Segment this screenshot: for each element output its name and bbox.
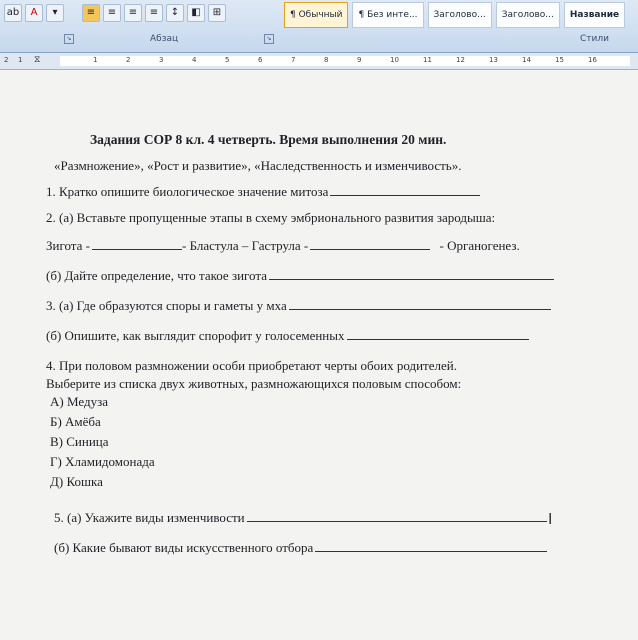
answer-line [330, 194, 480, 196]
ruler-number: 5 [225, 56, 230, 64]
ruler-number: 10 [390, 56, 399, 64]
style-heading-2[interactable]: Заголово... [496, 2, 560, 28]
ruler-number: 6 [258, 56, 263, 64]
answer-line [289, 308, 551, 310]
chevron-down-icon[interactable]: ▾ [46, 4, 64, 22]
answer-line [315, 550, 547, 552]
option-a: А) Медуза [50, 394, 108, 409]
style-heading-1[interactable]: Заголово... [428, 2, 492, 28]
answer-line [269, 278, 554, 280]
horizontal-ruler[interactable] [0, 53, 638, 70]
ruler-number: 16 [588, 56, 597, 64]
highlight-color-icon[interactable]: ab [4, 4, 22, 22]
document-page[interactable] [0, 70, 638, 640]
justify-icon[interactable]: ≡ [145, 4, 163, 22]
ruler-number: 3 [159, 56, 164, 64]
style-no-spacing[interactable]: ¶ Без инте... [352, 2, 423, 28]
question-2b [46, 268, 554, 284]
align-center-icon[interactable]: ≡ [103, 4, 121, 22]
align-right-icon[interactable]: ≡ [124, 4, 142, 22]
question-5a-text: 5. (а) Укажите виды изменчивости [54, 510, 245, 525]
paragraph-group-label: Абзац [150, 34, 179, 44]
font-color-icon[interactable]: A [25, 4, 43, 22]
question-5b [54, 540, 547, 556]
ruler-track [60, 56, 630, 66]
question-3b [46, 328, 529, 344]
ruler-number: 7 [291, 56, 296, 64]
page-title: Задания СОР 8 кл. 4 четверть. Время выполнения 20 мин. [90, 132, 447, 147]
align-left-icon[interactable]: ≡ [82, 4, 100, 22]
topics-line: «Размножение», «Рост и развитие», «Наследственность и изменчивость». [54, 158, 462, 173]
option-c: В) Синица [50, 434, 109, 449]
question-1-text: 1. Кратко опишите биологическое значение митоза [46, 184, 329, 199]
ruler-number: 1 [18, 56, 23, 64]
indent-marker-icon[interactable]: ⧖ [34, 55, 41, 65]
question-5b-text: (б) Какие бывают виды искусственного отбора [54, 540, 314, 555]
ribbon [0, 0, 638, 53]
scheme-start: Зигота - [46, 238, 90, 253]
ruler-number: 12 [456, 56, 465, 64]
ruler-number: 2 [126, 56, 131, 64]
font-toolbar [4, 4, 64, 22]
scheme-mid: - Бластула – Гаструла - [182, 238, 309, 253]
answer-line [347, 338, 529, 340]
ruler-number: 4 [192, 56, 197, 64]
question-3a-text: 3. (а) Где образуются споры и гаметы у мха [46, 298, 287, 313]
question-3a [46, 298, 551, 314]
question-2b-text: (б) Дайте определение, что такое зигота [46, 268, 267, 283]
ruler-number: 1 [93, 56, 98, 64]
styles-gallery [284, 2, 625, 28]
paragraph-toolbar [82, 4, 226, 22]
question-1 [46, 184, 480, 200]
style-normal[interactable]: ¶ Обычный [284, 2, 348, 28]
option-e: Д) Кошка [50, 474, 103, 489]
ruler-number: 11 [423, 56, 432, 64]
styles-group-label: Стили [580, 34, 609, 44]
option-b: Б) Амёба [50, 414, 101, 429]
ruler-number: 14 [522, 56, 531, 64]
option-d: Г) Хламидомонада [50, 454, 155, 469]
borders-icon[interactable]: ⊞ [208, 4, 226, 22]
ruler-number: 9 [357, 56, 362, 64]
scheme-end: - Органогенез. [439, 238, 520, 253]
ruler-number: 13 [489, 56, 498, 64]
ruler-number: 8 [324, 56, 329, 64]
question-4-line-1: 4. При половом размножении особи приобретают черты обоих родителей. [46, 358, 457, 373]
line-spacing-icon[interactable]: ↕ [166, 4, 184, 22]
question-2a: 2. (а) Вставьте пропущенные этапы в схему эмбрионального развития зародыша: [46, 210, 496, 225]
ruler-number: 2 [4, 56, 9, 64]
style-title[interactable]: Название [564, 2, 625, 28]
question-3b-text: (б) Опишите, как выглядит спорофит у голосеменных [46, 328, 345, 343]
answer-line [310, 248, 430, 250]
paragraph-dialog-launcher-icon[interactable]: ↘ [264, 34, 274, 44]
font-dialog-launcher-icon[interactable]: ↘ [64, 34, 74, 44]
text-cursor-icon: I [548, 510, 553, 528]
question-4-line-2: Выберите из списка двух животных, размножающихся половым способом: [46, 376, 462, 391]
question-5a [54, 510, 547, 526]
shading-icon[interactable]: ◧ [187, 4, 205, 22]
answer-line [247, 520, 547, 522]
embryo-scheme [46, 238, 520, 254]
ruler-number: 15 [555, 56, 564, 64]
answer-line [92, 248, 182, 250]
